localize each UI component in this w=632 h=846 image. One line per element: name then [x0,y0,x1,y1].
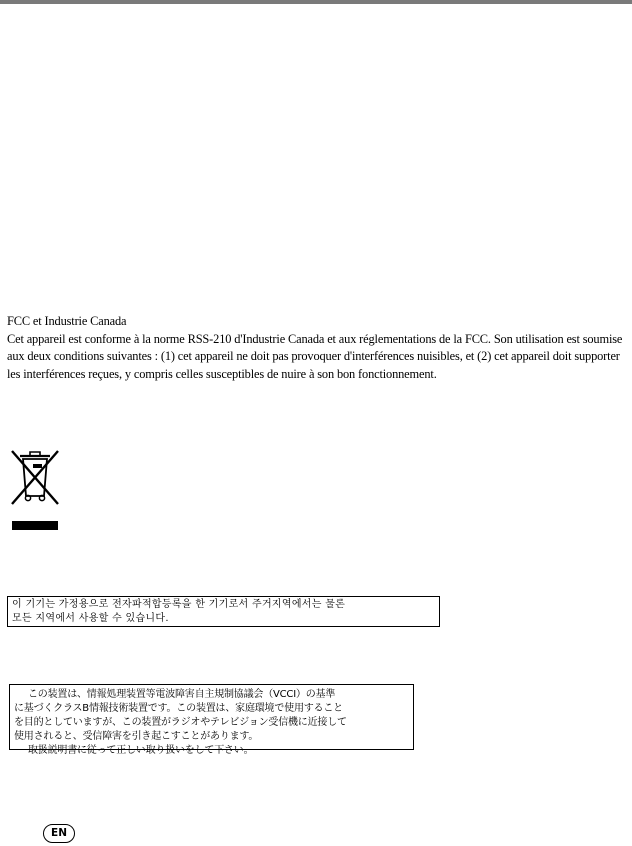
korean-notice-line-2: 모든 지역에서 사용할 수 있습니다. [12,613,169,624]
top-divider [0,0,632,4]
japanese-vcci-notice [9,684,414,756]
fcc-industry-canada-section [7,313,627,383]
language-badge: EN [43,824,75,843]
japanese-notice-line-1: この装置は、情報処理装置等電波障害自主規制協議会（VCCI）の基準 [28,689,336,700]
japanese-notice-line-5: 取扱説明書に従って正しい取り扱いをして下さい。 [28,745,254,756]
korean-notice-line-1: 이 기기는 가정용으로 전자파적합등록을 한 기기로서 주거지역에서는 물론 [12,599,346,610]
japanese-notice-line-3: を目的としていますが、この装置がラジオやテレビジョン受信機に近接して [14,717,347,728]
japanese-notice-line-4: 使用されると、受信障害を引き起こすことがあります。 [14,731,259,742]
japanese-notice-line-2: に基づくクラスB情報技術装置です。この装置は、家庭環境で使用すること [14,703,343,714]
fcc-body: Cet appareil est conforme à la norme RSS-210 d'Industrie Canada et aux réglementations de la FCC. Son utilisation est soumise aux deux conditions suivantes : (1) cet appareil ne doit pas provoquer d'interférences nuisibles, et (2) cet appareil doit supporter les interférences reçues, y compris celles susceptibles de nuire à son bon fonctionnement. [7,331,623,381]
crossed-out-wheelie-bin-icon [9,448,61,532]
fcc-heading: FCC et Industrie Canada [7,314,127,328]
korean-emc-notice [7,596,440,627]
